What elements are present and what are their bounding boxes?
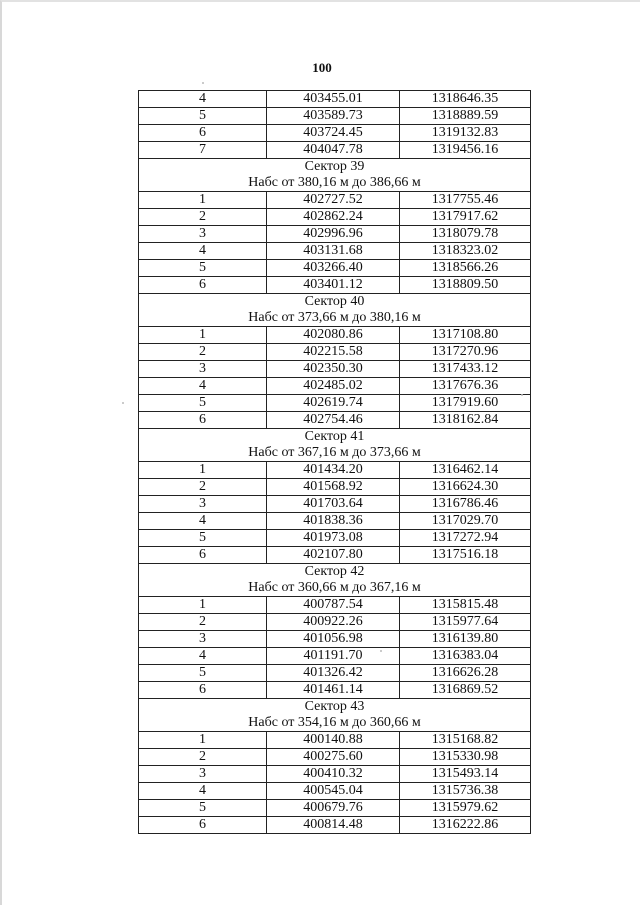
y-coordinate-cell: 1316786.46 [400, 496, 531, 513]
y-coordinate-cell: 1316383.04 [400, 648, 531, 665]
y-coordinate-cell: 1318566.26 [400, 260, 531, 277]
y-coordinate-cell: 1319132.83 [400, 125, 531, 142]
table-row [139, 817, 531, 834]
y-coordinate-cell: 1317917.62 [400, 209, 531, 226]
table-row [139, 479, 531, 496]
table-row [139, 125, 531, 142]
point-number-cell: 2 [139, 209, 267, 226]
table-row [139, 614, 531, 631]
table-row [139, 462, 531, 479]
sector-range-row [139, 715, 531, 732]
y-coordinate-cell: 1315815.48 [400, 597, 531, 614]
y-coordinate-cell: 1319456.16 [400, 142, 531, 159]
y-coordinate-cell: 1318079.78 [400, 226, 531, 243]
table-row [139, 91, 531, 108]
y-coordinate-cell: 1315977.64 [400, 614, 531, 631]
x-coordinate-cell: 400545.04 [267, 783, 400, 800]
x-coordinate-cell: 400922.26 [267, 614, 400, 631]
x-coordinate-cell: 401973.08 [267, 530, 400, 547]
table-row [139, 665, 531, 682]
sector-range-row [139, 310, 531, 327]
point-number-cell: 6 [139, 277, 267, 294]
y-coordinate-cell: 1315168.82 [400, 732, 531, 749]
y-coordinate-cell: 1316462.14 [400, 462, 531, 479]
table-row [139, 260, 531, 277]
point-number-cell: 5 [139, 260, 267, 277]
table-row [139, 783, 531, 800]
table-row [139, 243, 531, 260]
x-coordinate-cell: 403455.01 [267, 91, 400, 108]
point-number-cell: 2 [139, 749, 267, 766]
table-row [139, 530, 531, 547]
x-coordinate-cell: 402754.46 [267, 412, 400, 429]
x-coordinate-cell: 400679.76 [267, 800, 400, 817]
scan-speck [521, 394, 523, 396]
x-coordinate-cell: 402080.86 [267, 327, 400, 344]
x-coordinate-cell: 403131.68 [267, 243, 400, 260]
sector-range-row [139, 175, 531, 192]
point-number-cell: 2 [139, 479, 267, 496]
point-number-cell: 1 [139, 192, 267, 209]
table-row [139, 361, 531, 378]
point-number-cell: 5 [139, 800, 267, 817]
table-row [139, 142, 531, 159]
point-number-cell: 4 [139, 648, 267, 665]
sector-title-row [139, 429, 531, 446]
sector-range: Набс от 380,16 м до 386,66 м [139, 175, 531, 192]
coordinates-table-body [139, 91, 531, 834]
point-number-cell: 6 [139, 817, 267, 834]
scan-speck [380, 650, 382, 652]
x-coordinate-cell: 403589.73 [267, 108, 400, 125]
point-number-cell: 6 [139, 682, 267, 699]
point-number-cell: 5 [139, 108, 267, 125]
sector-title: Сектор 40 [139, 294, 531, 311]
scan-speck [202, 82, 204, 84]
table-row [139, 597, 531, 614]
sector-title-row [139, 699, 531, 716]
scan-speck [122, 402, 124, 404]
table-row [139, 732, 531, 749]
y-coordinate-cell: 1317270.96 [400, 344, 531, 361]
point-number-cell: 3 [139, 226, 267, 243]
y-coordinate-cell: 1316624.30 [400, 479, 531, 496]
y-coordinate-cell: 1317029.70 [400, 513, 531, 530]
table-row [139, 395, 531, 412]
table-row [139, 327, 531, 344]
point-number-cell: 1 [139, 732, 267, 749]
x-coordinate-cell: 402862.24 [267, 209, 400, 226]
x-coordinate-cell: 401056.98 [267, 631, 400, 648]
sector-range: Набс от 373,66 м до 380,16 м [139, 310, 531, 327]
sector-title: Сектор 42 [139, 564, 531, 581]
page-number: 100 [312, 60, 332, 75]
y-coordinate-cell: 1316139.80 [400, 631, 531, 648]
x-coordinate-cell: 403401.12 [267, 277, 400, 294]
x-coordinate-cell: 402215.58 [267, 344, 400, 361]
y-coordinate-cell: 1318889.59 [400, 108, 531, 125]
x-coordinate-cell: 402996.96 [267, 226, 400, 243]
point-number-cell: 4 [139, 513, 267, 530]
x-coordinate-cell: 403724.45 [267, 125, 400, 142]
point-number-cell: 3 [139, 766, 267, 783]
x-coordinate-cell: 401703.64 [267, 496, 400, 513]
point-number-cell: 3 [139, 496, 267, 513]
point-number-cell: 4 [139, 783, 267, 800]
y-coordinate-cell: 1315493.14 [400, 766, 531, 783]
y-coordinate-cell: 1317919.60 [400, 395, 531, 412]
sector-range: Набс от 354,16 м до 360,66 м [139, 715, 531, 732]
y-coordinate-cell: 1316626.28 [400, 665, 531, 682]
y-coordinate-cell: 1317676.36 [400, 378, 531, 395]
y-coordinate-cell: 1317433.12 [400, 361, 531, 378]
sector-title-row [139, 159, 531, 176]
sector-range: Набс от 360,66 м до 367,16 м [139, 580, 531, 597]
x-coordinate-cell: 404047.78 [267, 142, 400, 159]
point-number-cell: 4 [139, 378, 267, 395]
x-coordinate-cell: 402107.80 [267, 547, 400, 564]
x-coordinate-cell: 402727.52 [267, 192, 400, 209]
x-coordinate-cell: 400787.54 [267, 597, 400, 614]
point-number-cell: 6 [139, 547, 267, 564]
point-number-cell: 1 [139, 327, 267, 344]
y-coordinate-cell: 1315330.98 [400, 749, 531, 766]
point-number-cell: 2 [139, 344, 267, 361]
table-row [139, 800, 531, 817]
x-coordinate-cell: 401326.42 [267, 665, 400, 682]
table-row [139, 277, 531, 294]
table-row [139, 648, 531, 665]
table-row [139, 547, 531, 564]
sector-title-row [139, 294, 531, 311]
point-number-cell: 1 [139, 597, 267, 614]
table-row [139, 749, 531, 766]
y-coordinate-cell: 1316222.86 [400, 817, 531, 834]
x-coordinate-cell: 401461.14 [267, 682, 400, 699]
x-coordinate-cell: 403266.40 [267, 260, 400, 277]
table-row [139, 412, 531, 429]
coordinates-table [138, 90, 531, 834]
y-coordinate-cell: 1315979.62 [400, 800, 531, 817]
y-coordinate-cell: 1316869.52 [400, 682, 531, 699]
point-number-cell: 3 [139, 631, 267, 648]
x-coordinate-cell: 402350.30 [267, 361, 400, 378]
x-coordinate-cell: 400275.60 [267, 749, 400, 766]
table-row [139, 682, 531, 699]
sector-title: Сектор 41 [139, 429, 531, 446]
x-coordinate-cell: 401191.70 [267, 648, 400, 665]
point-number-cell: 4 [139, 91, 267, 108]
table-row [139, 513, 531, 530]
y-coordinate-cell: 1318809.50 [400, 277, 531, 294]
point-number-cell: 7 [139, 142, 267, 159]
x-coordinate-cell: 401838.36 [267, 513, 400, 530]
table-row [139, 209, 531, 226]
x-coordinate-cell: 402619.74 [267, 395, 400, 412]
y-coordinate-cell: 1318646.35 [400, 91, 531, 108]
table-row [139, 378, 531, 395]
sector-range: Набс от 367,16 м до 373,66 м [139, 445, 531, 462]
y-coordinate-cell: 1318162.84 [400, 412, 531, 429]
point-number-cell: 6 [139, 412, 267, 429]
table-row [139, 496, 531, 513]
table-row [139, 344, 531, 361]
table-row [139, 192, 531, 209]
x-coordinate-cell: 401434.20 [267, 462, 400, 479]
y-coordinate-cell: 1317108.80 [400, 327, 531, 344]
x-coordinate-cell: 400410.32 [267, 766, 400, 783]
sector-range-row [139, 580, 531, 597]
sector-title-row [139, 564, 531, 581]
point-number-cell: 2 [139, 614, 267, 631]
sector-title: Сектор 39 [139, 159, 531, 176]
y-coordinate-cell: 1317272.94 [400, 530, 531, 547]
table-row [139, 226, 531, 243]
x-coordinate-cell: 400140.88 [267, 732, 400, 749]
point-number-cell: 5 [139, 395, 267, 412]
table-row [139, 766, 531, 783]
x-coordinate-cell: 400814.48 [267, 817, 400, 834]
table-row [139, 108, 531, 125]
x-coordinate-cell: 401568.92 [267, 479, 400, 496]
sector-range-row [139, 445, 531, 462]
y-coordinate-cell: 1317516.18 [400, 547, 531, 564]
point-number-cell: 5 [139, 530, 267, 547]
point-number-cell: 6 [139, 125, 267, 142]
point-number-cell: 5 [139, 665, 267, 682]
sector-title: Сектор 43 [139, 699, 531, 716]
y-coordinate-cell: 1318323.02 [400, 243, 531, 260]
point-number-cell: 1 [139, 462, 267, 479]
table-row [139, 631, 531, 648]
y-coordinate-cell: 1317755.46 [400, 192, 531, 209]
point-number-cell: 4 [139, 243, 267, 260]
point-number-cell: 3 [139, 361, 267, 378]
x-coordinate-cell: 402485.02 [267, 378, 400, 395]
y-coordinate-cell: 1315736.38 [400, 783, 531, 800]
